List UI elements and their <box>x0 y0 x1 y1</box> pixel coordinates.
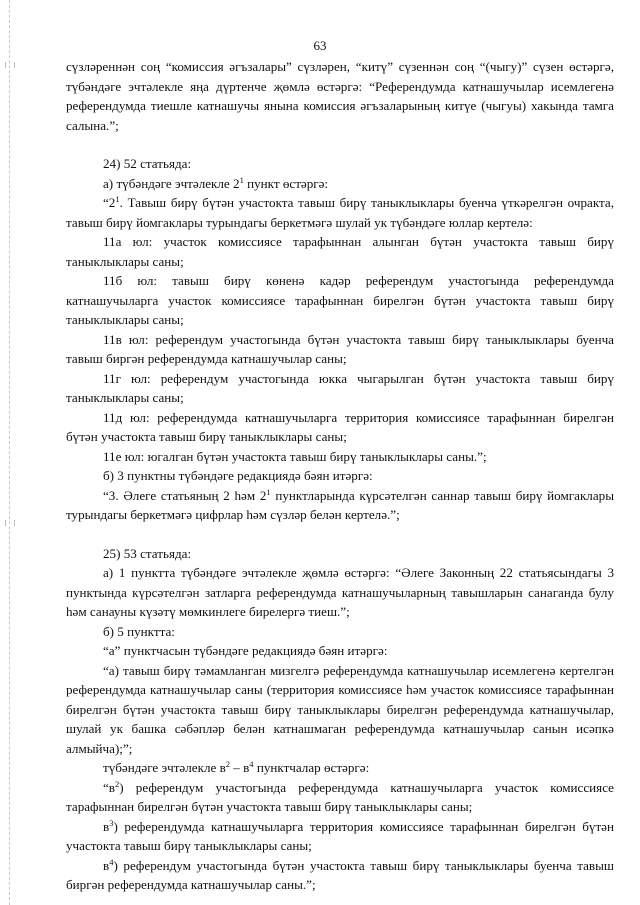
point-3-text: “3. Әлеге статьяның 2 һәм $2^1$ пунктларында күрсәтелгән саннар тавыш бирү йомгаклары турындагы беркетмәгә цифрлар һәм сүзләр белән кертелә.”; <box>66 486 614 522</box>
paragraph-gap <box>66 525 614 544</box>
subpoint-v2-text: “$в^2$) референдум участогында референдумда катнашучыларга участок комиссиясе тарафыннан бирелгән бүтән участокта тавыш бирү таныклыклары саны; <box>66 778 614 814</box>
superscript: 2 <box>225 759 231 769</box>
page-number: 63 <box>313 38 327 53</box>
subpoints-v2-v4-intro: түбәндәге эчтәлекле $в^2 - в^4$ пунктчалар өстәргә: <box>103 759 370 775</box>
superscript: 1 <box>239 174 244 185</box>
line-11g: 11г юл: референдум участогында юкка чыгарылган бүтән участокта тавыш бирү таныклыклары саны; <box>66 370 614 405</box>
binding-margin-line <box>9 0 10 905</box>
line-11v: 11в юл: референдум участогында бүтән участокта тавыш бирү таныклыклары буенча тавыш биргән референдумда катнашучылар саны; <box>66 331 614 366</box>
article-24-item-a: а) түбәндәге эчтәлекле $2^1$ пункт өстәргә: <box>103 174 329 191</box>
document-body <box>66 57 614 895</box>
line-11b: 11б юл: тавыш бирү көненә кадәр референдум участогында референдумда катнашучыларга участок комиссиясе тарафыннан бирелгән бүтән участокта тавыш бирү таныклыклары саны; <box>66 273 614 327</box>
binding-margin-mark <box>5 520 15 526</box>
article-24-item-b: б) 3 пунктны түбәндәге редакциядә бәян итәргә: <box>103 468 373 483</box>
line-11a: 11а юл: участок комиссиясе тарафыннан алынган бүтән участокта тавыш бирү таныклыклары саны; <box>66 234 614 269</box>
article-25-heading: 25) 53 статьяда: <box>103 545 192 561</box>
superscript: 4 <box>249 759 254 769</box>
point-2-1-text: “$2^1$. Тавыш бирү бүтән участокта тавыш бирү таныклыклары буенча үткәрелгән очракта, тавыш бирү йомгаклары турындагы беркетмәгә шулай ук түбәндәге юллар кертелә: <box>66 194 614 230</box>
article-25-item-a: а) 1 пунктта түбәндәге эчтәлекле җөмлә өстәргә: “Әлеге Законның 22 статьясындагы 3 пунктында күрсәтелгән затларга референдумда катнашучыларның тавышларын санаганда булу һәм санауны күзәтү мөмкинлеге бирелергә тиеш.”; <box>66 565 614 619</box>
paragraph-continuation: сүзләреннән соң “комиссия әгъзалары” сүзләрен, “китү” сүзеннән соң “(чыгу)” сүзен өстәргә, түбәндәге эчтәлекле яңа дүртенче җөмлә өстәргә: “Референдумда катнашучылар исемлегенә референдумда тиешле катнашучы янына комиссия әгъзаларының китүе (чыгуы) хакында тамга салына.”; <box>66 59 614 133</box>
binding-margin-mark <box>5 62 15 68</box>
paragraph-gap <box>66 135 614 154</box>
superscript: 2 <box>115 778 120 789</box>
subpoint-v4-text: $в^4$) референдум участогында бүтән участокта тавыш бирү таныклыклары буенча тавыш биргән референдумда катнашучылар саны.”; <box>66 856 614 892</box>
superscript: 3 <box>109 817 114 828</box>
superscript: 1 <box>266 486 271 497</box>
article-25-item-b: б) 5 пунктта: <box>103 623 175 639</box>
superscript: 4 <box>109 856 114 867</box>
subpoint-v3-text: $в^3$) референдумда катнашучыларга территория комиссиясе тарафыннан бирелгән бүтән участокта тавыш бирү таныклыклары саны; <box>66 817 614 853</box>
line-11d: 11д юл: референдумда катнашучыларга территория комиссиясе тарафыннан бирелгән бүтән участокта тавыш бирү таныклыклары саны; <box>66 409 614 444</box>
superscript: 1 <box>115 194 120 204</box>
subpoint-a-text: “а) тавыш бирү тәмамланган мизгелгә референдумда катнашучылар исемлегенә кертелгән референдумда катнашучылар саны (территория комиссиясе һәм участок комиссиясе тарафыннан бирелгән бүтән участокта тавыш бирү таныклыклары бирелгән референдумда катнашучылар, шулай ук башка сәбәпләр белән катнашмаган референдумда катнашучылар санын исәпкә алмыйча);”; <box>66 662 614 756</box>
article-24-heading: 24) 52 статьяда: <box>103 156 192 171</box>
subpoint-a-intro: “а” пунктчасын түбәндәге редакциядә бәян итәргә: <box>103 643 388 658</box>
line-11e: 11е юл: югалган бүтән участокта тавыш бирү таныклыклары саны.”; <box>103 448 487 464</box>
